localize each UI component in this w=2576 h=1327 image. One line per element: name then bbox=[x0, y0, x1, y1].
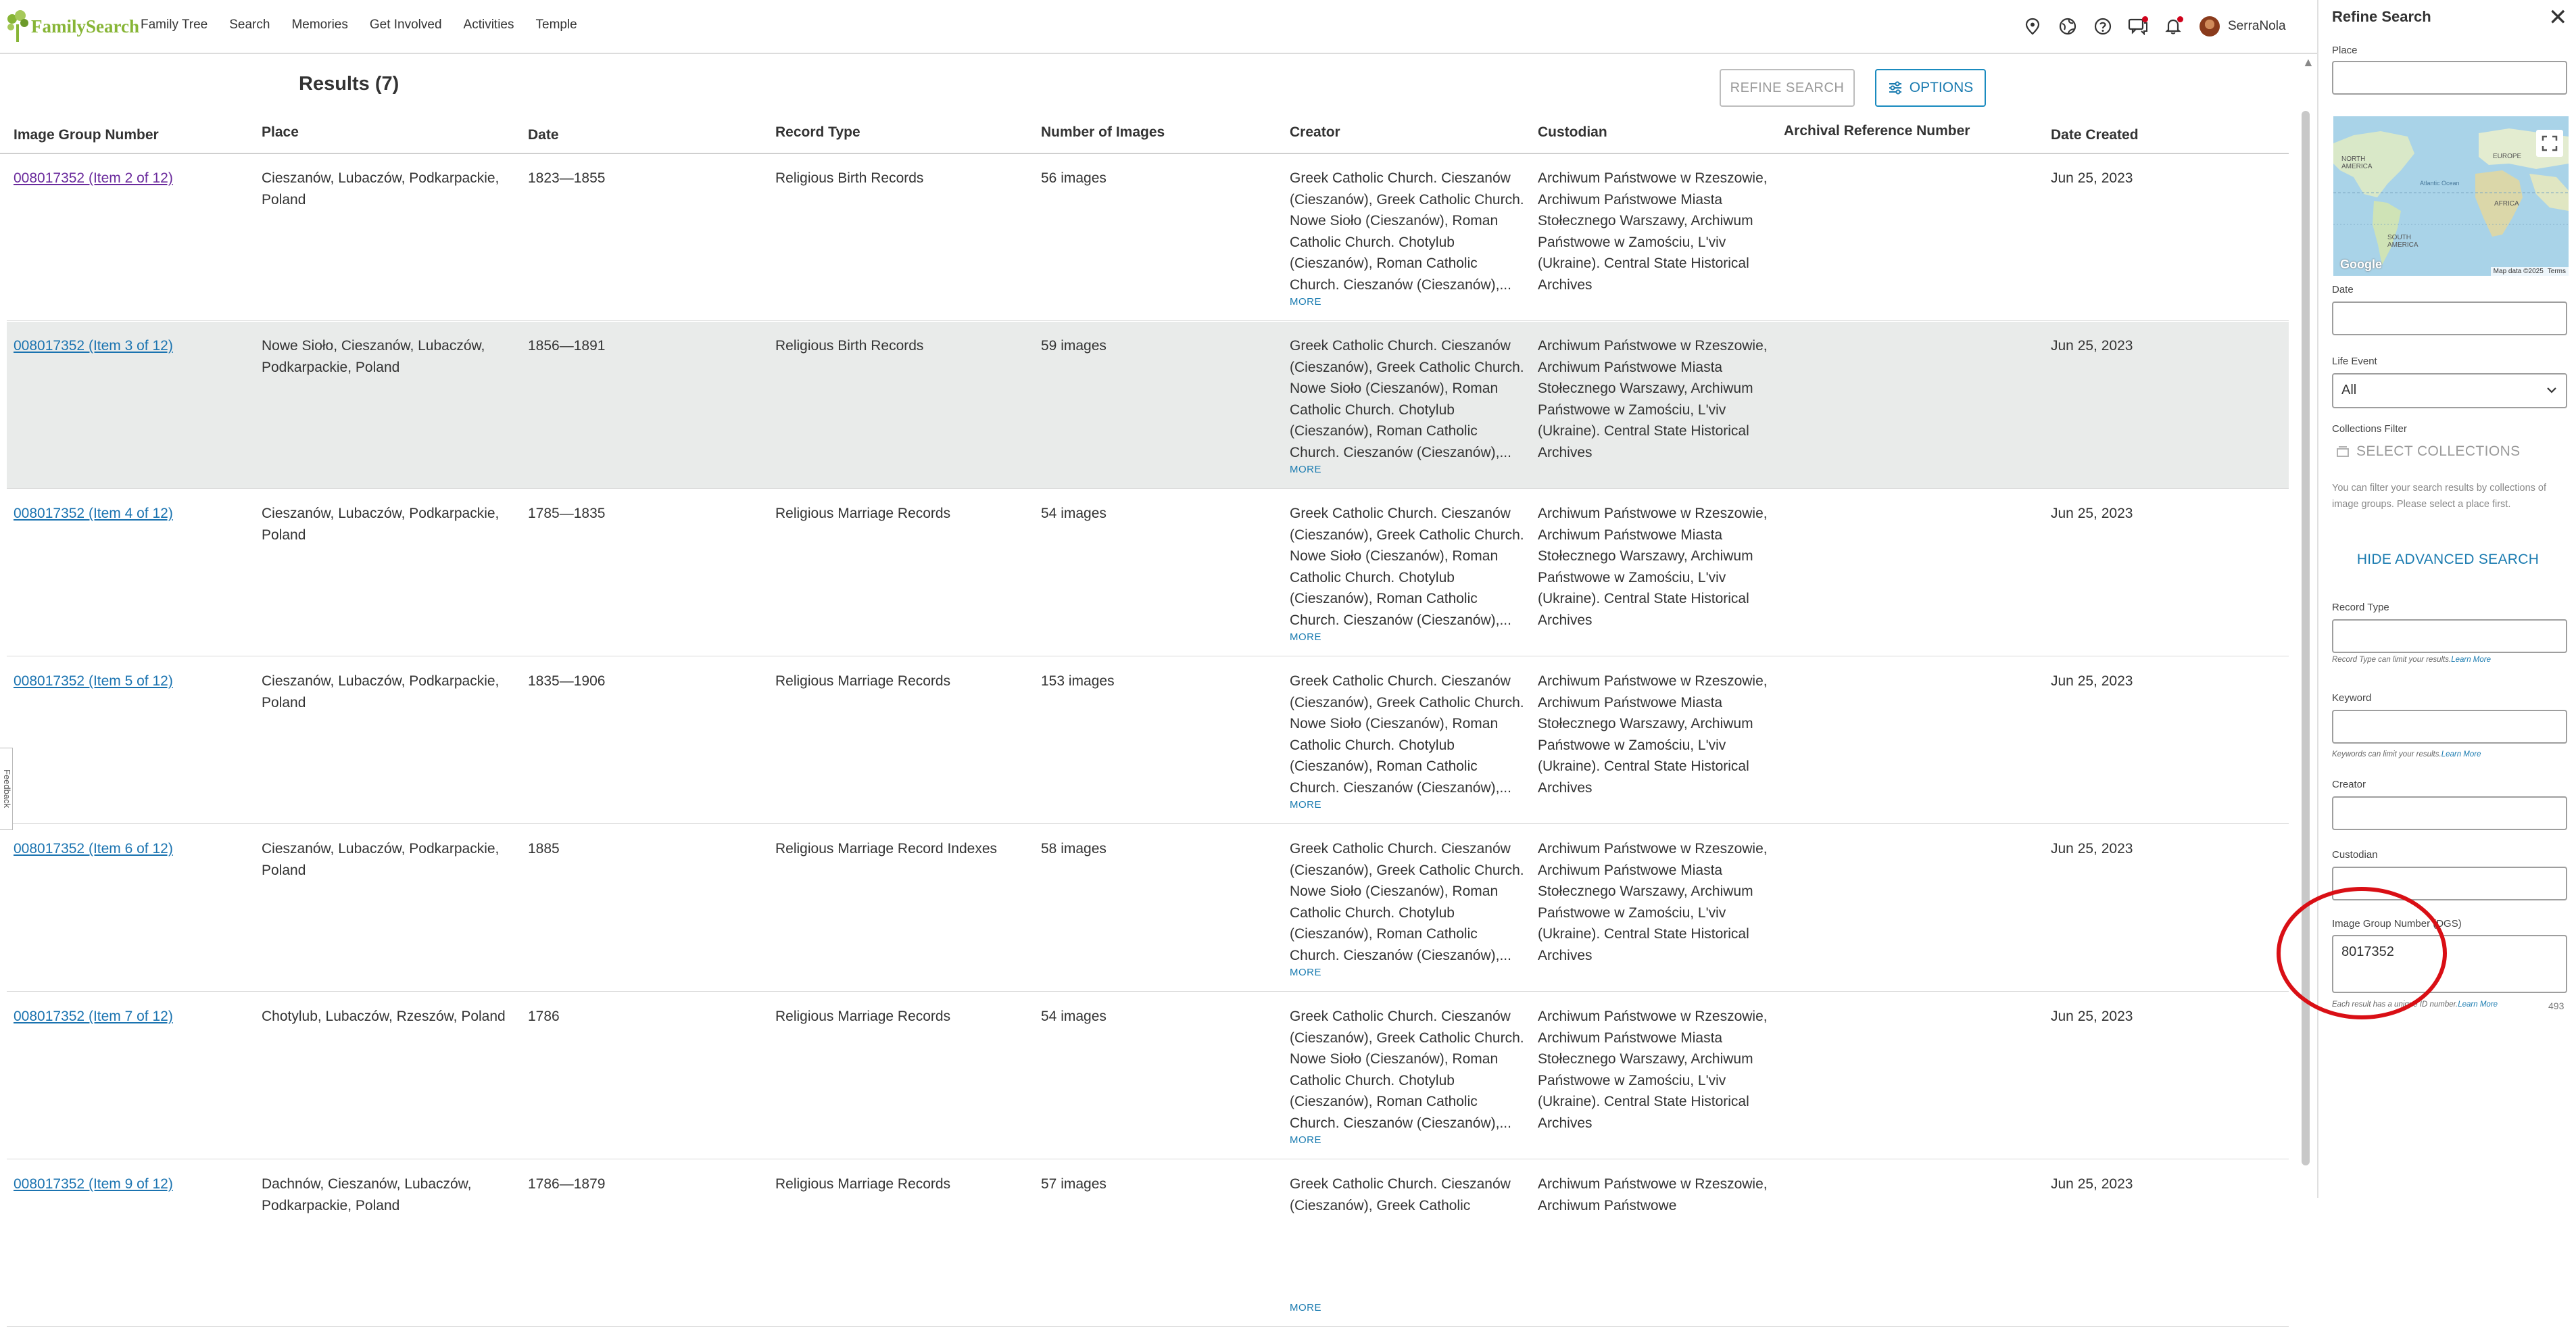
cell-creator: Greek Catholic Church. Cieszanów (Cieszanów), Greek Catholic Church. Nowe Sioło (Cieszanów), Roman Catholic Church. Chotylub (Cieszanów), Roman Catholic Church. Cieszanów (Cieszanów),... bbox=[1290, 841, 1524, 963]
custodian-label: Custodian bbox=[2332, 849, 2378, 861]
keyword-label: Keyword bbox=[2332, 692, 2372, 704]
map-label-africa: AFRICA bbox=[2494, 200, 2519, 208]
keyword-help bbox=[2332, 750, 2481, 758]
record-type-label: Record Type bbox=[2332, 602, 2389, 613]
dgs-learn-more-link[interactable]: Learn More bbox=[2458, 1000, 2498, 1009]
tree-logo-icon bbox=[5, 9, 30, 43]
life-event-label: Life Event bbox=[2332, 356, 2377, 367]
chevron-down-icon bbox=[2546, 384, 2558, 396]
map-label-atlantic-ocean: Atlantic Ocean bbox=[2420, 180, 2460, 187]
cell-record-type: Religious Marriage Records bbox=[775, 506, 951, 521]
cell-record-type: Religious Marriage Records bbox=[775, 1009, 951, 1024]
col-image-group-number[interactable]: Image Group Number bbox=[14, 127, 159, 143]
globe-icon[interactable] bbox=[2056, 15, 2079, 38]
cell-record-type: Religious Marriage Records bbox=[775, 673, 951, 689]
brand-name: FamilySearch bbox=[31, 16, 139, 37]
cell-ign[interactable]: 008017352 (Item 4 of 12) bbox=[14, 506, 173, 521]
help-icon[interactable] bbox=[2091, 15, 2114, 38]
keyword-help-text: Keywords can limit your results. bbox=[2332, 750, 2441, 758]
life-event-value: All bbox=[2341, 383, 2357, 397]
cell-images: 59 images bbox=[1041, 338, 1107, 354]
cell-record-type: Religious Birth Records bbox=[775, 338, 924, 354]
cell-ign[interactable]: 008017352 (Item 6 of 12) bbox=[14, 841, 173, 856]
cell-images: 56 images bbox=[1041, 170, 1107, 186]
scroll-up-arrow-icon[interactable]: ▲ bbox=[2302, 55, 2314, 69]
dgs-help-text: Each result has a unique ID number. bbox=[2332, 1000, 2458, 1009]
cell-images: 54 images bbox=[1041, 506, 1107, 521]
cell-ign[interactable]: 008017352 (Item 2 of 12) bbox=[14, 170, 173, 186]
cell-date: 1885 bbox=[528, 841, 560, 856]
cell-date-created: Jun 25, 2023 bbox=[2051, 506, 2133, 521]
panel-title: Refine Search bbox=[2332, 8, 2431, 25]
cell-date: 1786—1879 bbox=[528, 1176, 606, 1192]
sliders-icon bbox=[1888, 81, 1903, 95]
table-row[interactable] bbox=[7, 1160, 2289, 1327]
col-record-type[interactable]: Record Type bbox=[775, 124, 860, 140]
main-nav bbox=[141, 18, 599, 32]
place-label: Place bbox=[2332, 45, 2358, 56]
creator-input[interactable] bbox=[2332, 796, 2567, 830]
table-row[interactable] bbox=[7, 322, 2289, 489]
cell-images: 57 images bbox=[1041, 1176, 1107, 1192]
map-terms-link[interactable]: Terms bbox=[2547, 268, 2566, 275]
familysearch-logo[interactable] bbox=[5, 8, 139, 45]
more-link[interactable]: MORE bbox=[1290, 296, 1321, 308]
date-label: Date bbox=[2332, 284, 2354, 295]
creator-label: Creator bbox=[2332, 779, 2366, 790]
place-map[interactable] bbox=[2333, 116, 2569, 276]
cell-custodian: Archiwum Państwowe w Rzeszowie, Archiwum Państwowe Miasta Stołecznego Warszawy, Archiwum Państwowe w Zamościu, L'viv (Ukraine). Central State Historical Archives bbox=[1538, 170, 1768, 293]
options-button[interactable] bbox=[1875, 69, 1986, 107]
record-type-help bbox=[2332, 656, 2491, 664]
cell-ign[interactable]: 008017352 (Item 7 of 12) bbox=[14, 1009, 173, 1024]
cell-place: Dachnów, Cieszanów, Lubaczów, Podkarpackie, Poland bbox=[262, 1176, 472, 1213]
col-place[interactable]: Place bbox=[262, 124, 299, 140]
collections-filter-label: Collections Filter bbox=[2332, 423, 2407, 435]
messages-icon[interactable] bbox=[2127, 15, 2149, 38]
nav-memories[interactable]: Memories bbox=[291, 18, 348, 32]
refine-search-button[interactable]: REFINE SEARCH bbox=[1720, 69, 1855, 107]
cell-record-type: Religious Marriage Record Indexes bbox=[775, 841, 997, 856]
dgs-label: Image Group Number (DGS) bbox=[2332, 918, 2462, 930]
cell-custodian: Archiwum Państwowe w Rzeszowie, Archiwum Państwowe Miasta Stołecznego Warszawy, Archiwum Państwowe w Zamościu, L'viv (Ukraine). Central State Historical Archives bbox=[1538, 1009, 1768, 1131]
cell-record-type: Religious Birth Records bbox=[775, 170, 924, 186]
cell-creator: Greek Catholic Church. Cieszanów (Cieszanów), Greek Catholic Church. Nowe Sioło (Cieszanów), Roman Catholic Church. Chotylub (Cieszanów), Roman Catholic Church. Cieszanów (Cieszanów),... bbox=[1290, 673, 1524, 796]
nav-icon-bar bbox=[2021, 15, 2286, 38]
world-map-graphic bbox=[2333, 116, 2569, 276]
record-type-help-text: Record Type can limit your results. bbox=[2332, 656, 2452, 664]
cell-images: 54 images bbox=[1041, 1009, 1107, 1024]
user-name[interactable]: SerraNola bbox=[2228, 19, 2286, 33]
results-title: Results (7) bbox=[299, 73, 399, 95]
more-link[interactable]: MORE bbox=[1290, 631, 1321, 643]
table-row[interactable] bbox=[7, 154, 2289, 321]
cell-creator: Greek Catholic Church. Cieszanów (Cieszanów), Greek Catholic bbox=[1290, 1176, 1511, 1213]
hide-advanced-search-link[interactable]: HIDE ADVANCED SEARCH bbox=[2356, 552, 2539, 567]
cell-date: 1835—1906 bbox=[528, 673, 606, 689]
notifications-badge bbox=[2177, 16, 2183, 22]
more-link[interactable]: MORE bbox=[1290, 1302, 1321, 1313]
cell-place: Cieszanów, Lubaczów, Podkarpackie, Poland bbox=[262, 673, 500, 710]
nav-family-tree[interactable]: Family Tree bbox=[141, 18, 208, 32]
cell-date: 1823—1855 bbox=[528, 170, 606, 186]
table-row[interactable] bbox=[7, 825, 2289, 992]
table-row[interactable] bbox=[7, 489, 2289, 656]
cell-images: 153 images bbox=[1041, 673, 1115, 689]
cell-place: Cieszanów, Lubaczów, Podkarpackie, Poland bbox=[262, 170, 500, 208]
cell-place: Nowe Sioło, Cieszanów, Lubaczów, Podkarpackie, Poland bbox=[262, 338, 485, 375]
cell-creator: Greek Catholic Church. Cieszanów (Cieszanów), Greek Catholic Church. Nowe Sioło (Cieszanów), Roman Catholic Church. Chotylub (Cieszanów), Roman Catholic Church. Cieszanów (Cieszanów),... bbox=[1290, 170, 1524, 293]
dgs-char-count: 493 bbox=[2548, 1000, 2565, 1011]
table-row[interactable] bbox=[7, 657, 2289, 824]
cell-record-type: Religious Marriage Records bbox=[775, 1176, 951, 1192]
life-event-select[interactable] bbox=[2332, 373, 2567, 408]
cell-custodian: Archiwum Państwowe w Rzeszowie, Archiwum Państwowe bbox=[1538, 1176, 1768, 1213]
messages-badge bbox=[2142, 16, 2148, 22]
more-link[interactable]: MORE bbox=[1290, 464, 1321, 475]
collections-icon bbox=[2336, 445, 2350, 458]
record-type-learn-more-link[interactable]: Learn More bbox=[2451, 656, 2491, 664]
map-data-text: Map data ©2025 bbox=[2493, 268, 2544, 275]
col-creator[interactable]: Creator bbox=[1290, 124, 1340, 140]
more-link[interactable]: MORE bbox=[1290, 799, 1321, 811]
keyword-input[interactable] bbox=[2332, 710, 2567, 744]
select-collections-button[interactable] bbox=[2336, 443, 2521, 460]
col-archival-reference-number[interactable]: Archival Reference Number bbox=[1784, 123, 1970, 139]
scrollbar-thumb[interactable] bbox=[2302, 111, 2310, 1165]
close-icon[interactable]: ✕ bbox=[2548, 5, 2568, 30]
fullscreen-icon[interactable] bbox=[2536, 130, 2563, 157]
annotation-circle bbox=[2277, 887, 2447, 1019]
more-link[interactable]: MORE bbox=[1290, 1134, 1321, 1146]
cell-custodian: Archiwum Państwowe w Rzeszowie, Archiwum Państwowe Miasta Stołecznego Warszawy, Archiwum Państwowe w Zamościu, L'viv (Ukraine). Central State Historical Archives bbox=[1538, 841, 1768, 963]
image-group-number-input[interactable]: 8017352 bbox=[2332, 935, 2567, 993]
cell-date-created: Jun 25, 2023 bbox=[2051, 841, 2133, 856]
col-date[interactable]: Date bbox=[528, 127, 559, 143]
map-label-europe: EUROPE bbox=[2493, 153, 2522, 160]
cell-date-created: Jun 25, 2023 bbox=[2051, 673, 2133, 689]
date-input[interactable] bbox=[2332, 301, 2567, 335]
map-label-south-america: SOUTH AMERICA bbox=[2387, 234, 2419, 249]
results-table-header bbox=[0, 119, 2289, 154]
cell-date: 1856—1891 bbox=[528, 338, 606, 354]
top-navigation bbox=[0, 0, 2317, 54]
record-type-input[interactable] bbox=[2332, 619, 2567, 653]
cell-ign[interactable]: 008017352 (Item 9 of 12) bbox=[14, 1176, 173, 1192]
table-row[interactable] bbox=[7, 992, 2289, 1159]
collections-help-text: You can filter your search results by collections of image groups. Please select a place first. bbox=[2332, 483, 2547, 510]
feedback-tab[interactable]: Feedback bbox=[0, 748, 13, 830]
results-scrollbar[interactable] bbox=[2302, 53, 2314, 1198]
user-avatar[interactable] bbox=[2200, 16, 2220, 37]
nav-search[interactable]: Search bbox=[229, 18, 270, 32]
col-custodian[interactable]: Custodian bbox=[1538, 124, 1607, 140]
cell-custodian: Archiwum Państwowe w Rzeszowie, Archiwum Państwowe Miasta Stołecznego Warszawy, Archiwum Państwowe w Zamościu, L'viv (Ukraine). Central State Historical Archives bbox=[1538, 506, 1768, 628]
cell-creator: Greek Catholic Church. Cieszanów (Cieszanów), Greek Catholic Church. Nowe Sioło (Cieszanów), Roman Catholic Church. Chotylub (Cieszanów), Roman Catholic Church. Cieszanów (Cieszanów),... bbox=[1290, 1009, 1524, 1131]
cell-creator: Greek Catholic Church. Cieszanów (Cieszanów), Greek Catholic Church. Nowe Sioło (Cieszanów), Roman Catholic Church. Chotylub (Cieszanów), Roman Catholic Church. Cieszanów (Cieszanów),... bbox=[1290, 338, 1524, 460]
nav-activities[interactable]: Activities bbox=[463, 18, 514, 32]
map-attribution bbox=[2491, 267, 2569, 276]
notifications-bell-icon[interactable] bbox=[2162, 15, 2185, 38]
place-input[interactable] bbox=[2332, 61, 2567, 95]
options-label: OPTIONS bbox=[1909, 80, 1974, 95]
location-pin-icon[interactable] bbox=[2021, 15, 2044, 38]
cell-place: Cieszanów, Lubaczów, Podkarpackie, Poland bbox=[262, 506, 500, 543]
col-date-created[interactable]: Date Created bbox=[2051, 127, 2139, 143]
cell-date-created: Jun 25, 2023 bbox=[2051, 1176, 2133, 1192]
nav-temple[interactable]: Temple bbox=[535, 18, 577, 32]
select-collections-label: SELECT COLLECTIONS bbox=[2356, 443, 2521, 459]
cell-ign[interactable]: 008017352 (Item 5 of 12) bbox=[14, 673, 173, 689]
google-logo: Google bbox=[2340, 258, 2382, 271]
cell-custodian: Archiwum Państwowe w Rzeszowie, Archiwum Państwowe Miasta Stołecznego Warszawy, Archiwum Państwowe w Zamościu, L'viv (Ukraine). Central State Historical Archives bbox=[1538, 673, 1768, 796]
cell-date-created: Jun 25, 2023 bbox=[2051, 338, 2133, 354]
cell-date: 1786 bbox=[528, 1009, 560, 1024]
cell-date-created: Jun 25, 2023 bbox=[2051, 170, 2133, 186]
cell-place: Cieszanów, Lubaczów, Podkarpackie, Poland bbox=[262, 841, 500, 878]
cell-date-created: Jun 25, 2023 bbox=[2051, 1009, 2133, 1024]
cell-custodian: Archiwum Państwowe w Rzeszowie, Archiwum Państwowe Miasta Stołecznego Warszawy, Archiwum Państwowe w Zamościu, L'viv (Ukraine). Central State Historical Archives bbox=[1538, 338, 1768, 460]
nav-get-involved[interactable]: Get Involved bbox=[369, 18, 442, 32]
keyword-learn-more-link[interactable]: Learn More bbox=[2441, 750, 2481, 758]
cell-date: 1785—1835 bbox=[528, 506, 606, 521]
cell-images: 58 images bbox=[1041, 841, 1107, 856]
map-label-north-america: NORTH AMERICA bbox=[2341, 155, 2373, 170]
cell-creator: Greek Catholic Church. Cieszanów (Cieszanów), Greek Catholic Church. Nowe Sioło (Cieszanów), Roman Catholic Church. Chotylub (Cieszanów), Roman Catholic Church. Cieszanów (Cieszanów),... bbox=[1290, 506, 1524, 628]
more-link[interactable]: MORE bbox=[1290, 967, 1321, 978]
cell-place: Chotylub, Lubaczów, Rzeszów, Poland bbox=[262, 1009, 506, 1024]
cell-ign[interactable]: 008017352 (Item 3 of 12) bbox=[14, 338, 173, 354]
col-number-of-images[interactable]: Number of Images bbox=[1041, 124, 1165, 140]
